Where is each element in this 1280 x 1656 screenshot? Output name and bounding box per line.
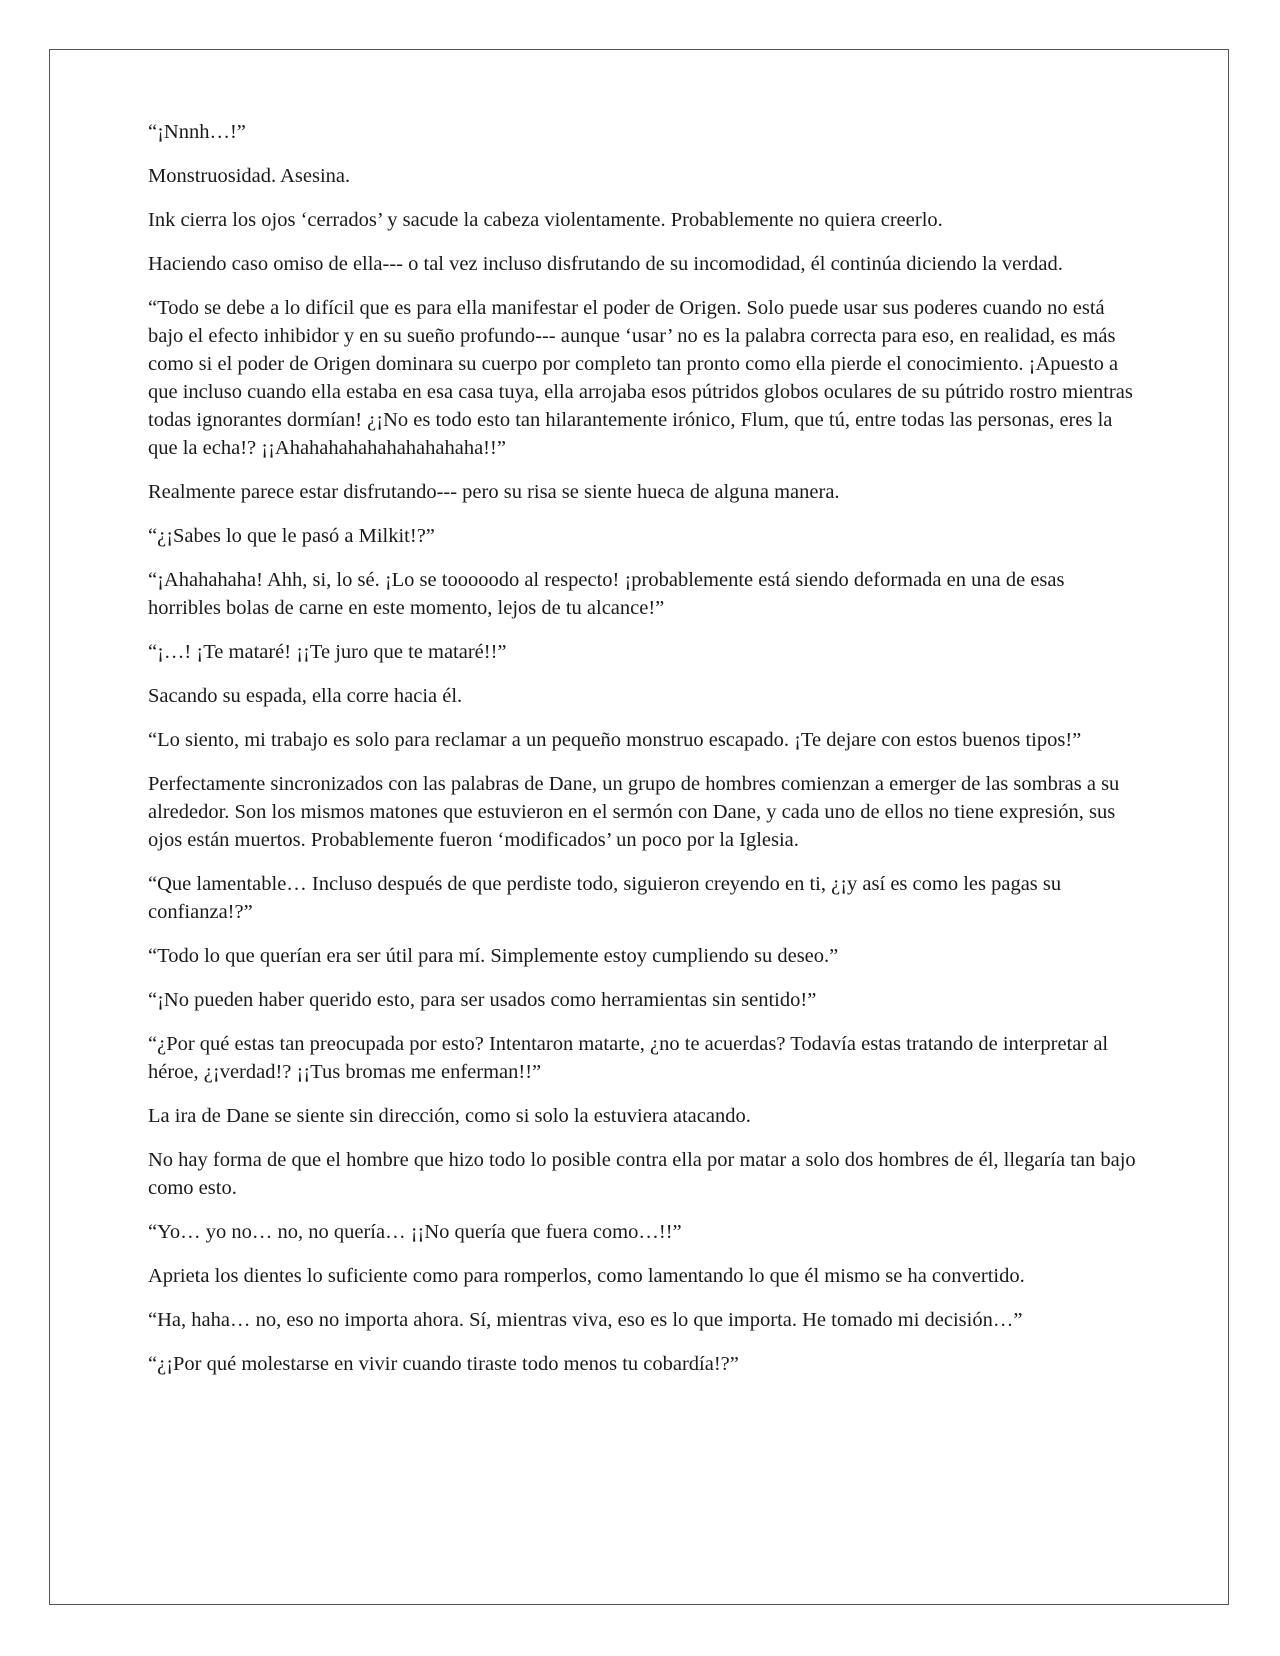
- paragraph: Perfectamente sincronizados con las palabras de Dane, un grupo de hombres comienzan a emerger de las sombras a su alrededor. Son los mismos matones que estuvieron en el sermón con Dane, y cada uno de ellos no tiene expresión, sus ojos están muertos. Probablemente fueron ‘modificados’ un poco por la Iglesia.: [148, 773, 1120, 851]
- paragraph: “¡…! ¡Te mataré! ¡¡Te juro que te mataré!!”: [148, 641, 507, 663]
- paragraph: Sacando su espada, ella corre hacia él.: [148, 685, 463, 707]
- paragraph: “Todo se debe a lo difícil que es para ella manifestar el poder de Origen. Solo puede usar sus poderes cuando no está bajo el efecto inhibidor y en su sueño profundo--- aunque ‘usar’ no es la palabra correcta para eso, en realidad, es más como si el poder de Origen dominara su cuerpo por completo tan pronto como ella pierde el conocimiento. ¡Apuesto a que incluso cuando ella estaba en esa casa tuya, ella arrojaba esos pútridos globos oculares de su pútrido rostro mientras todas ignorantes dormían! ¿¡No es todo esto tan hilarantemente irónico, Flum, que tú, entre todas las personas, eres la que la echa!? ¡¡Ahahahahahahahahahaha!!”: [148, 297, 1133, 459]
- paragraph: “Yo… yo no… no, no quería… ¡¡No quería que fuera como…!!”: [148, 1221, 682, 1243]
- paragraph: No hay forma de que el hombre que hizo todo lo posible contra ella por matar a solo dos hombres de él, llegaría tan bajo como esto.: [148, 1149, 1136, 1199]
- paragraph: “¡Ahahahaha! Ahh, si, lo sé. ¡Lo se tooooodo al respecto! ¡probablemente está siendo deformada en una de esas horribles bolas de carne en este momento, lejos de tu alcance!”: [148, 569, 1065, 619]
- paragraph: “¡No pueden haber querido esto, para ser usados como herramientas sin sentido!”: [148, 989, 817, 1011]
- paragraph: Ink cierra los ojos ‘cerrados’ y sacude la cabeza violentamente. Probablemente no quiera creerlo.: [148, 209, 943, 231]
- paragraph: “Ha, haha… no, eso no importa ahora. Sí, mientras viva, eso es lo que importa. He tomado mi decisión…”: [148, 1309, 1023, 1331]
- paragraph: Monstruosidad. Asesina.: [148, 165, 351, 187]
- paragraph: La ira de Dane se siente sin dirección, como si solo la estuviera atacando.: [148, 1105, 751, 1127]
- paragraph: “¿¡Por qué molestarse en vivir cuando tiraste todo menos tu cobardía!?”: [148, 1353, 739, 1375]
- document-body: [148, 118, 1138, 1394]
- paragraph: “¡Nnnh…!”: [148, 121, 246, 143]
- paragraph: Aprieta los dientes lo suficiente como para romperlos, como lamentando lo que él mismo se ha convertido.: [148, 1265, 1025, 1287]
- paragraph: “¿¡Sabes lo que le pasó a Milkit!?”: [148, 525, 435, 547]
- paragraph: “Lo siento, mi trabajo es solo para reclamar a un pequeño monstruo escapado. ¡Te dejare con estos buenos tipos!”: [148, 729, 1082, 751]
- paragraph: “Que lamentable… Incluso después de que perdiste todo, siguieron creyendo en ti, ¿¡y así es como les pagas su confianza!?”: [148, 873, 1062, 923]
- paragraph: Haciendo caso omiso de ella--- o tal vez incluso disfrutando de su incomodidad, él continúa diciendo la verdad.: [148, 253, 1063, 275]
- paragraph: “Todo lo que querían era ser útil para mí. Simplemente estoy cumpliendo su deseo.”: [148, 945, 839, 967]
- paragraph: Realmente parece estar disfrutando--- pero su risa se siente hueca de alguna manera.: [148, 481, 840, 503]
- paragraph: “¿Por qué estas tan preocupada por esto? Intentaron matarte, ¿no te acuerdas? Todavía estas tratando de interpretar al héroe, ¿¡verdad!? ¡¡Tus bromas me enferman!!”: [148, 1033, 1109, 1083]
